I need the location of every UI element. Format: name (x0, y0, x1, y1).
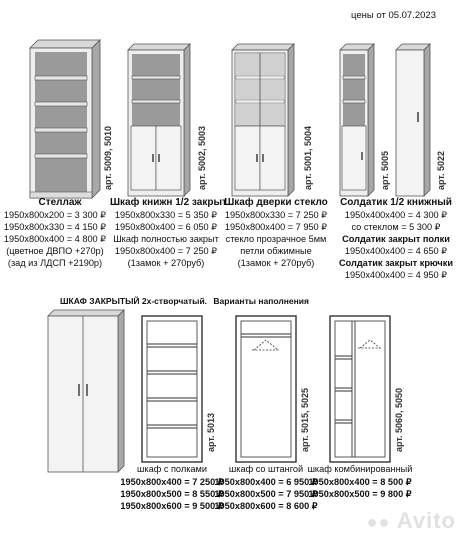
note-line: (цветное ДВПО +270р) (6, 246, 104, 256)
price-date: цены от 05.07.2023 (351, 10, 436, 21)
product-name: Стеллаж (38, 197, 82, 208)
section-title (60, 296, 309, 306)
art-label: арт. 5001, 5004 (303, 125, 313, 190)
price-value: 1950x800x400 = 6 950 ₽ (214, 477, 318, 487)
price-line: 1950x400x400 = 4 950 ₽ (344, 270, 448, 280)
product-name: Солдатик закрыт крючки (338, 258, 454, 268)
price-line: 1950x800x400 = 7 250 ₽ (114, 246, 218, 256)
product-name: шкаф комбинированный (307, 464, 413, 474)
price-line: 1950x800x400 = 6 050 ₽ (114, 222, 218, 232)
product-name: Солдатик 1/2 книжный (340, 197, 452, 208)
glass-door-cabinet-drawing (232, 44, 294, 198)
note-line: Шкаф полностью закрыт (113, 234, 219, 244)
section-title-sub: Варианты наполнения (213, 296, 309, 306)
price-line: 1950x400x400 = 4 300 ₽ (344, 210, 448, 220)
price-line: 1950x400x400 = 4 650 ₽ (344, 246, 448, 256)
shelving-drawing (30, 40, 100, 200)
narrow-closed-drawing (396, 44, 430, 198)
price-value: 1950x800x600 = 8 600 ₽ (214, 501, 318, 511)
price-value: 1950x800x400 = 7 250 ₽ (120, 477, 224, 487)
shelves-interior-drawing (142, 316, 202, 462)
section-title-main: ШКАФ ЗАКРЫТЫЙ 2х-створчатый. (60, 296, 208, 306)
product-name: шкаф с полками (137, 464, 207, 474)
price-value: 1950x800x600 = 9 500 ₽ (120, 501, 224, 511)
narrow-half-open-drawing (340, 44, 374, 198)
product-name: Шкаф дверки стекло (224, 197, 328, 208)
note-line: (зад из ЛДСП +2190р) (7, 258, 103, 268)
product-name: Солдатик закрыт полки (342, 234, 450, 244)
art-label: арт. 5005 (380, 150, 390, 190)
note-line: петли обжимные (240, 246, 312, 256)
note-line: стекло прозрачное 5мм (225, 234, 327, 244)
watermark-text: Avito (396, 508, 456, 533)
price-line: 1950x800x330 = 7 250 ₽ (224, 210, 328, 220)
art-label: арт. 5015, 5025 (300, 387, 310, 452)
price-line: 1950x800x400 = 7 950 ₽ (224, 222, 328, 232)
art-label: арт. 5002, 5003 (197, 125, 207, 190)
product-name: Шкаф книжн 1/2 закрыт (110, 197, 227, 208)
price-line: со стеклом = 5 300 ₽ (351, 222, 441, 232)
art-label: арт. 5009, 5010 (103, 125, 113, 190)
closed-wardrobe-drawing (48, 310, 124, 476)
combined-interior-drawing (330, 316, 390, 462)
price-value: 1950x800x500 = 7 950 ₽ (214, 489, 318, 499)
price-line (304, 489, 416, 500)
avito-watermark (367, 508, 456, 534)
price-line (210, 501, 322, 512)
art-label: арт. 5013 (206, 412, 216, 452)
rod-interior-drawing (236, 316, 296, 462)
price-line (304, 477, 416, 488)
price-line: 1950x800x330 = 4 150 ₽ (3, 222, 107, 232)
price-value: 1950x800x400 = 8 500 ₽ (308, 477, 412, 487)
note-line: (1замок + 270руб) (237, 258, 315, 268)
note-line: (1замок + 270руб) (127, 258, 205, 268)
product-name: шкаф со штангой (228, 464, 304, 474)
bookcase-half-closed-drawing (128, 44, 190, 198)
price-line: 1950x800x330 = 5 350 ₽ (114, 210, 218, 220)
art-label: арт. 5060, 5050 (394, 387, 404, 452)
avito-logo-icon: ●● (366, 512, 391, 532)
price-value: 1950x800x500 = 9 800 ₽ (308, 489, 412, 499)
price-line: 1950x800x400 = 4 800 ₽ (3, 234, 107, 244)
price-value: 1950x800x500 = 8 550 ₽ (120, 489, 224, 499)
art-label: арт. 5022 (436, 150, 446, 190)
price-line: 1950x800x200 = 3 300 ₽ (3, 210, 107, 220)
